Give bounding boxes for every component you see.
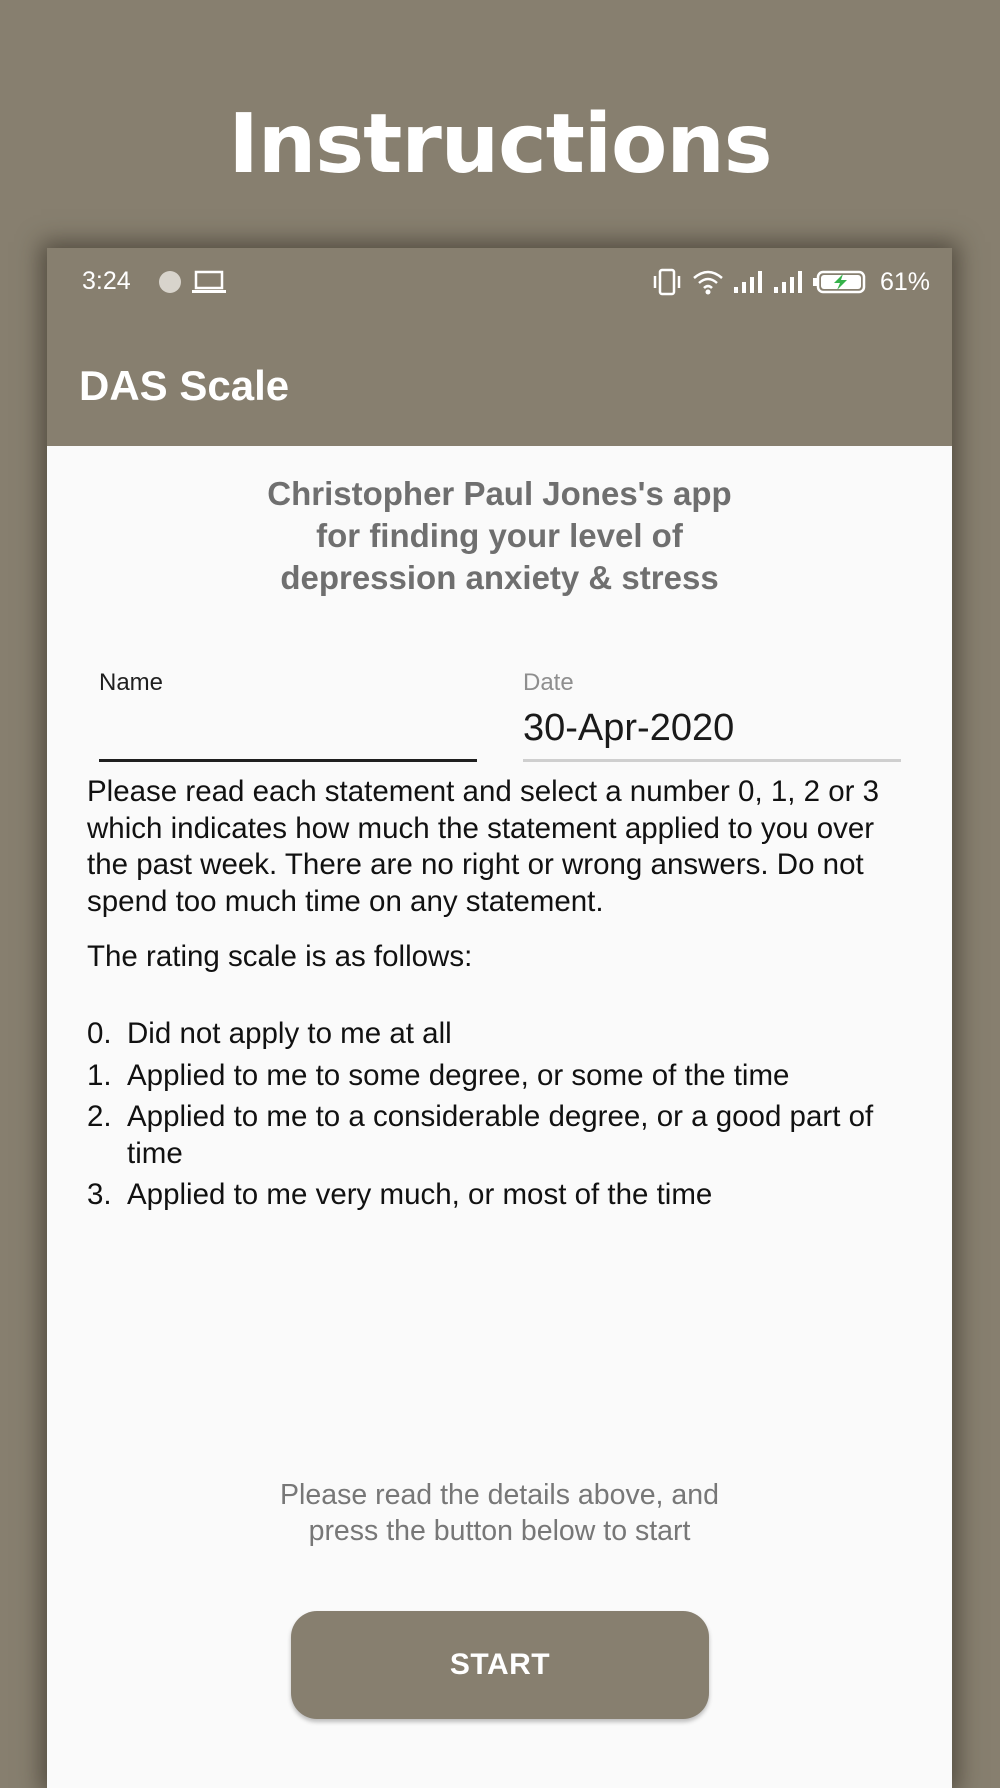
status-bar xyxy=(47,248,952,318)
status-left-icons xyxy=(157,267,227,297)
battery-charging-icon xyxy=(812,269,868,295)
heading-line: Christopher Paul Jones's app xyxy=(267,475,732,512)
app-title: DAS Scale xyxy=(79,362,290,409)
rating-scale-item xyxy=(87,1058,917,1095)
start-button[interactable]: START xyxy=(291,1611,709,1719)
rating-scale-number: 1. xyxy=(87,1058,112,1092)
status-time: 3:24 xyxy=(82,267,131,295)
rating-scale-list xyxy=(87,1016,917,1219)
rating-scale-item xyxy=(87,1016,917,1053)
date-input[interactable] xyxy=(523,704,901,762)
signal-icon xyxy=(732,269,764,295)
rating-scale-heading: The rating scale is as follows: xyxy=(87,940,473,973)
battery-percent: 61% xyxy=(879,268,930,296)
rating-scale-item xyxy=(87,1177,917,1214)
rating-scale-text: Did not apply to me at all xyxy=(127,1017,452,1050)
phone-screen xyxy=(47,248,952,1788)
rating-scale-number: 0. xyxy=(87,1017,112,1050)
notification-dot-icon xyxy=(157,269,183,295)
vibrate-icon xyxy=(650,267,684,297)
app-description-heading xyxy=(47,473,952,599)
signal-icon xyxy=(772,269,804,295)
start-hint xyxy=(47,1477,952,1549)
name-input[interactable] xyxy=(99,704,477,762)
name-label: Name xyxy=(99,669,164,696)
banner-title: Instructions xyxy=(228,97,772,192)
status-right-icons xyxy=(650,266,930,298)
rating-scale-text: Applied to me very much, or most of the time xyxy=(127,1178,713,1211)
heading-line: for finding your level of xyxy=(316,517,683,554)
instructions-paragraph: Please read each statement and select a number 0, 1, 2 or 3 which indicates how much the statement applied to you over the past week. There are no right or wrong answers. Do not spend too much time on any statement. xyxy=(87,775,880,918)
rating-scale-text: Applied to me to some degree, or some of the time xyxy=(127,1058,790,1092)
start-hint-line: press the button below to start xyxy=(308,1515,691,1547)
rating-scale-number: 3. xyxy=(87,1178,112,1211)
wifi-icon xyxy=(692,268,724,296)
start-hint-line: Please read the details above, and xyxy=(280,1479,719,1511)
heading-line: depression anxiety & stress xyxy=(280,559,719,596)
laptop-icon xyxy=(191,269,227,295)
rating-scale-number: 2. xyxy=(87,1100,112,1133)
rating-scale-text: Applied to me to a considerable degree, or a good part of time xyxy=(127,1100,874,1170)
date-label: Date xyxy=(523,669,574,696)
app-bar xyxy=(47,248,952,446)
rating-scale-item xyxy=(87,1099,917,1172)
